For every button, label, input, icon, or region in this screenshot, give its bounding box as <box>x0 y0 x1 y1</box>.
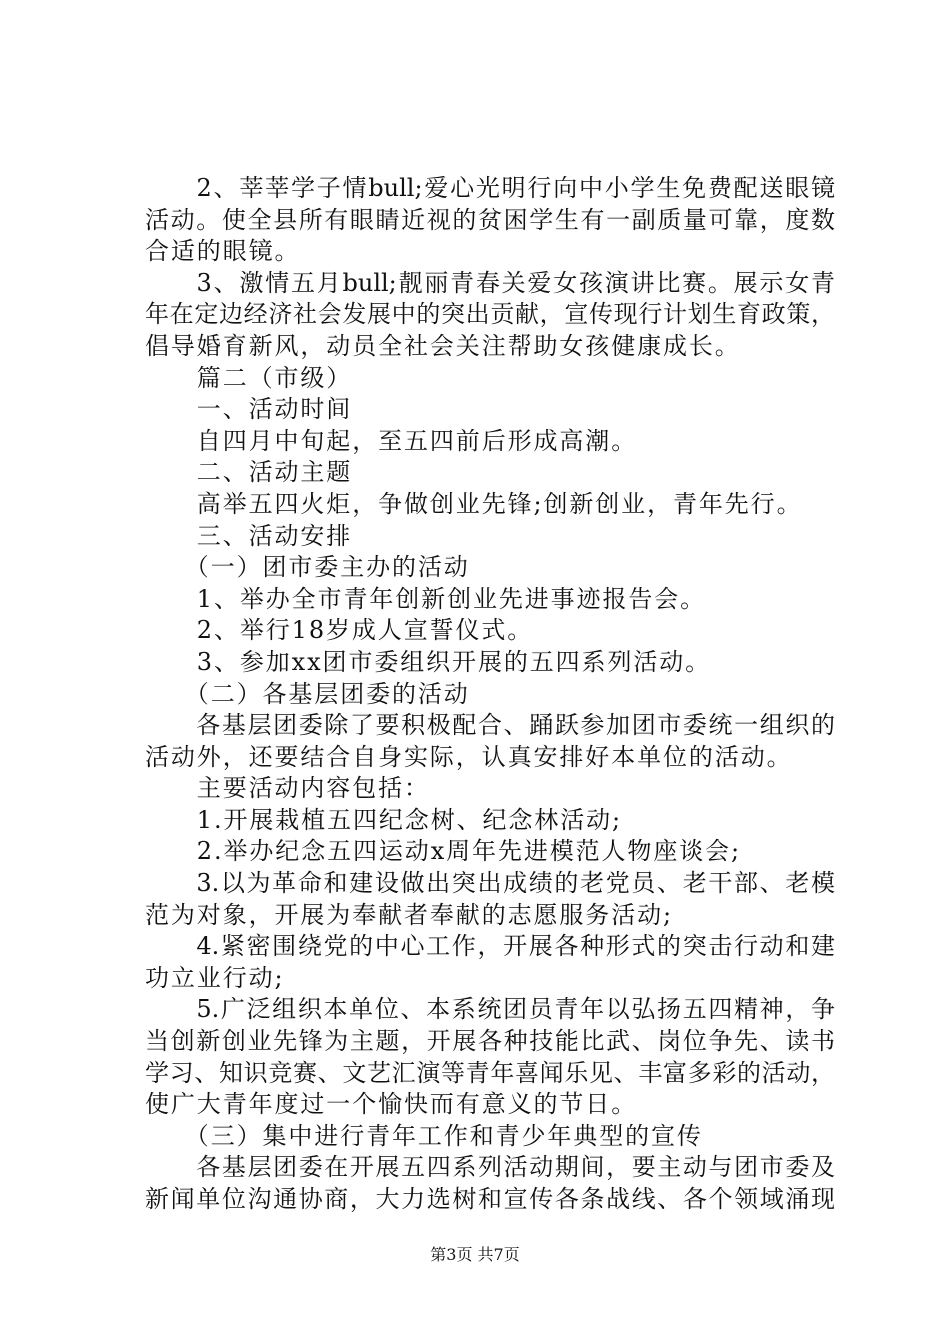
text-line: 范为对象，开展为奉献者奉献的志愿服务活动; <box>145 900 673 929</box>
text-line: 3.以为革命和建设做出突出成绩的老党员、老干部、老模 <box>145 869 835 898</box>
text-line: 功立业行动; <box>145 963 285 992</box>
text-line: 三、活动安排 <box>145 521 353 550</box>
text-line: 活动外，还要结合自身实际，认真安排好本单位的活动。 <box>145 742 793 771</box>
text-line: 当创新创业先锋为主题，开展各种技能比武、岗位争先、读书 <box>145 1027 835 1056</box>
text-line: 1、举办全市青年创新创业先进事迹报告会。 <box>145 584 707 613</box>
text-line: 各基层团委除了要积极配合、踊跃参加团市委统一组织的 <box>145 711 835 740</box>
text-line: 各基层团委在开展五四系列活动期间，要主动与团市委及 <box>145 1153 835 1182</box>
text-line: 倡导婚育新风，动员全社会关注帮助女孩健康成长。 <box>145 331 741 360</box>
text-line: 合适的眼镜。 <box>145 237 301 266</box>
text-line: （二）各基层团委的活动 <box>145 679 470 708</box>
text-line: 2、举行18岁成人宣誓仪式。 <box>145 616 534 645</box>
page-footer: 第3页 共7页 <box>430 1245 520 1264</box>
text-line: 主要活动内容包括： <box>145 774 430 803</box>
text-line: 自四月中旬起，至五四前后形成高潮。 <box>145 426 638 455</box>
text-line: 2、莘莘学子情bull;爱心光明行向中小学生免费配送眼镜 <box>145 174 835 202</box>
text-line: 1.开展栽植五四纪念树、纪念林活动; <box>145 805 622 834</box>
text-line: 2.举办纪念五四运动x周年先进模范人物座谈会; <box>145 837 742 866</box>
text-line: 高举五四火炬，争做创业先锋;创新创业，青年先行。 <box>145 489 803 518</box>
document-body <box>145 173 835 1216</box>
text-line: 篇二（市级） <box>145 363 353 392</box>
text-line: 年在定边经济社会发展中的突出贡献，宣传现行计划生育政策， <box>145 300 835 329</box>
text-line: 学习、知识竞赛、文艺汇演等青年喜闻乐见、丰富多彩的活动， <box>145 1058 835 1087</box>
text-line: 二、活动主题 <box>145 458 353 487</box>
text-line: 新闻单位沟通协商，大力选树和宣传各条战线、各个领域涌现 <box>145 1185 835 1213</box>
text-line: 使广大青年度过一个愉快而有意义的节日。 <box>145 1090 638 1119</box>
text-line: 活动。使全县所有眼睛近视的贫困学生有一副质量可靠，度数 <box>145 205 835 234</box>
text-line: 5.广泛组织本单位、本系统团员青年以弘扬五四精神，争 <box>145 995 835 1024</box>
text-line: （三）集中进行青年工作和青少年典型的宣传 <box>145 1121 703 1150</box>
text-line: 4.紧密围绕党的中心工作，开展各种形式的突击行动和建 <box>145 932 835 961</box>
text-line: 一、活动时间 <box>145 395 353 424</box>
text-line: 3、激情五月bull;靓丽青春关爱女孩演讲比赛。展示女青 <box>145 268 835 297</box>
text-line: （一）团市委主办的活动 <box>145 553 470 582</box>
text-line: 3、参加xx团市委组织开展的五四系列活动。 <box>145 647 712 676</box>
